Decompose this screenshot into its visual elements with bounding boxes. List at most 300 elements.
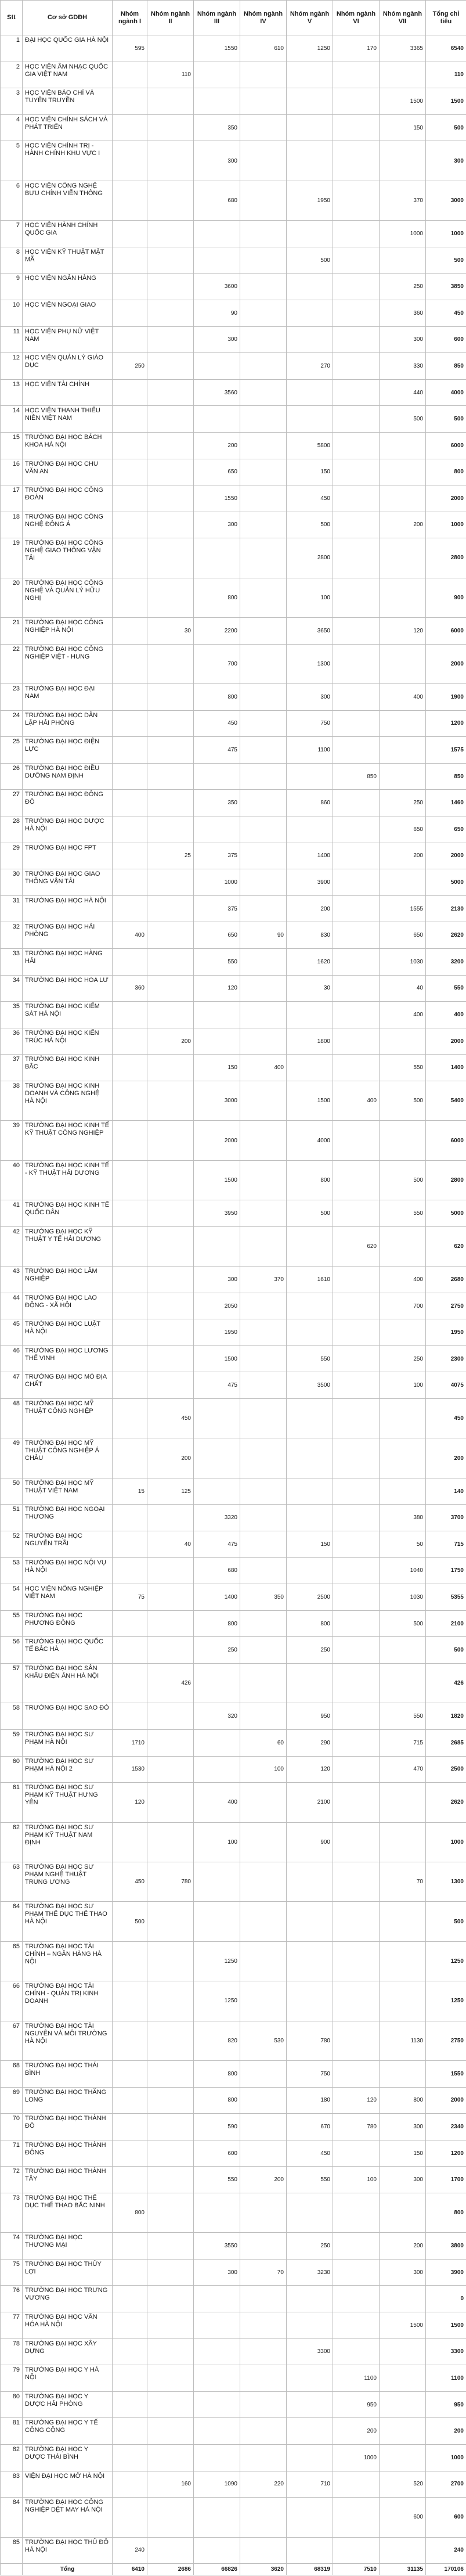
cell-group-1 (113, 1531, 147, 1558)
cell-group-6 (333, 1531, 380, 1558)
cell-group-1: 120 (113, 1783, 147, 1822)
cell-group-6 (333, 2286, 380, 2312)
cell-group-5: 3300 (287, 2338, 333, 2365)
cell-group-7 (380, 2365, 426, 2392)
cell-group-5: 1610 (287, 1267, 333, 1293)
cell-group-6 (333, 300, 380, 326)
cell-group-7: 380 (380, 1505, 426, 1531)
cell-institution-name: TRƯỜNG ĐẠI HỌC Y DƯỢC HẢI PHÒNG (23, 2391, 113, 2418)
cell-total: 2700 (426, 2471, 466, 2498)
footer-blank-cell (1, 2564, 23, 2575)
cell-group-6 (333, 247, 380, 274)
cell-total: 3850 (426, 274, 466, 300)
cell-total: 5400 (426, 1081, 466, 1120)
cell-group-1 (113, 2445, 147, 2471)
cell-group-7 (380, 1399, 426, 1438)
cell-group-1 (113, 843, 147, 869)
table-row (1, 618, 466, 645)
cell-stt: 13 (1, 379, 23, 406)
cell-group-7: 200 (380, 512, 426, 538)
cell-group-6 (333, 1557, 380, 1584)
cell-group-6 (333, 1584, 380, 1611)
cell-stt: 48 (1, 1399, 23, 1438)
cell-group-3 (194, 88, 240, 115)
cell-group-7: 500 (380, 1610, 426, 1637)
cell-group-7 (380, 710, 426, 737)
cell-institution-name: VIỆN ĐẠI HỌC MỞ HÀ NỘI (23, 2471, 113, 2498)
cell-group-4 (240, 869, 287, 896)
cell-total: 1250 (426, 1981, 466, 2021)
cell-group-3: 2200 (194, 618, 240, 645)
cell-group-1 (113, 485, 147, 512)
cell-stt: 77 (1, 2312, 23, 2339)
cell-group-3: 475 (194, 737, 240, 764)
cell-stt: 27 (1, 790, 23, 816)
cell-group-5 (287, 1399, 333, 1438)
cell-group-2 (147, 2338, 194, 2365)
cell-group-1 (113, 221, 147, 247)
cell-total: 1000 (426, 1822, 466, 1862)
cell-group-2 (147, 221, 194, 247)
cell-group-3: 800 (194, 2060, 240, 2087)
cell-institution-name: TRƯỜNG ĐẠI HỌC MỸ THUẬT VIỆT NAM (23, 1478, 113, 1505)
cell-group-3: 800 (194, 2087, 240, 2114)
cell-group-1: 1530 (113, 1756, 147, 1783)
cell-group-5: 500 (287, 247, 333, 274)
cell-group-1 (113, 1941, 147, 1981)
cell-group-2 (147, 922, 194, 949)
cell-group-5: 1250 (287, 35, 333, 62)
cell-total: 4075 (426, 1372, 466, 1399)
cell-institution-name: TRƯỜNG ĐẠI HỌC SƯ PHẠM NGHỆ THUẬT TRUNG ƯƠNG (23, 1862, 113, 1901)
table-row (1, 2167, 466, 2193)
cell-stt: 36 (1, 1028, 23, 1055)
cell-institution-name: TRƯỜNG ĐẠI HỌC CÔNG NGHIỆP DỆT MAY HÀ NỘI (23, 2498, 113, 2537)
cell-group-6 (333, 459, 380, 485)
cell-institution-name: TRƯỜNG ĐẠI HỌC Y TẾ CÔNG CỘNG (23, 2418, 113, 2445)
cell-total: 2000 (426, 843, 466, 869)
cell-group-7: 250 (380, 1345, 426, 1372)
cell-institution-name: TRƯỜNG ĐẠI HỌC ĐIỆN LỰC (23, 737, 113, 764)
cell-group-6: 620 (333, 1226, 380, 1266)
cell-stt: 28 (1, 816, 23, 843)
cell-total: 5000 (426, 1200, 466, 1227)
cell-group-1 (113, 2060, 147, 2087)
table-row (1, 88, 466, 115)
footer-group-4-total: 3620 (240, 2564, 287, 2575)
cell-institution-name: TRƯỜNG ĐẠI HỌC CÔNG NGHỆ GIAO THÔNG VẬN TẢI (23, 538, 113, 578)
cell-institution-name: TRƯỜNG ĐẠI HỌC THỦY LỢI (23, 2259, 113, 2286)
cell-stt: 42 (1, 1226, 23, 1266)
cell-institution-name: TRƯỜNG ĐẠI HỌC VĂN HÓA HÀ NỘI (23, 2312, 113, 2339)
table-row (1, 1610, 466, 1637)
cell-group-6 (333, 2060, 380, 2087)
table-row (1, 922, 466, 949)
footer-group-6-total: 7510 (333, 2564, 380, 2575)
cell-group-3: 1550 (194, 35, 240, 62)
cell-group-4 (240, 1345, 287, 1372)
cell-stt: 68 (1, 2060, 23, 2087)
cell-group-6 (333, 1002, 380, 1028)
cell-group-3: 3550 (194, 2233, 240, 2260)
cell-group-3 (194, 1438, 240, 1478)
cell-stt: 70 (1, 2114, 23, 2140)
cell-group-3 (194, 1226, 240, 1266)
table-row (1, 2021, 466, 2060)
cell-group-3 (194, 221, 240, 247)
cell-stt: 61 (1, 1783, 23, 1822)
cell-group-3: 300 (194, 512, 240, 538)
cell-group-5 (287, 1664, 333, 1703)
cell-group-1 (113, 710, 147, 737)
cell-group-1 (113, 644, 147, 683)
cell-group-5: 500 (287, 1200, 333, 1227)
cell-stt: 33 (1, 948, 23, 975)
cell-group-4 (240, 181, 287, 220)
cell-stt: 59 (1, 1730, 23, 1757)
cell-group-7: 360 (380, 300, 426, 326)
cell-group-2 (147, 1055, 194, 1081)
cell-institution-name: TRƯỜNG ĐẠI HỌC MỎ ĐỊA CHẤT (23, 1372, 113, 1399)
cell-group-1 (113, 1081, 147, 1120)
cell-total: 1000 (426, 512, 466, 538)
cell-institution-name: HỌC VIỆN PHỤ NỮ VIỆT NAM (23, 326, 113, 353)
cell-group-4 (240, 2233, 287, 2260)
cell-group-3 (194, 2537, 240, 2564)
cell-group-5: 250 (287, 2233, 333, 2260)
table-row (1, 1730, 466, 1757)
cell-total: 3700 (426, 1505, 466, 1531)
cell-group-3 (194, 353, 240, 380)
cell-total: 2800 (426, 538, 466, 578)
cell-institution-name: TRƯỜNG ĐẠI HỌC NGOẠI THƯƠNG (23, 1505, 113, 1531)
cell-group-7 (380, 2286, 426, 2312)
cell-group-6: 1000 (333, 2445, 380, 2471)
cell-total: 400 (426, 1002, 466, 1028)
cell-group-1 (113, 512, 147, 538)
cell-group-4 (240, 2365, 287, 2392)
cell-group-3: 3600 (194, 274, 240, 300)
cell-group-6: 1100 (333, 2365, 380, 2392)
cell-group-3: 475 (194, 1531, 240, 1558)
cell-group-5 (287, 2312, 333, 2339)
cell-group-1 (113, 2286, 147, 2312)
cell-group-2 (147, 737, 194, 764)
cell-group-3 (194, 2391, 240, 2418)
cell-institution-name: TRƯỜNG ĐẠI HỌC LÂM NGHIỆP (23, 1267, 113, 1293)
cell-group-7: 330 (380, 353, 426, 380)
cell-group-6 (333, 869, 380, 896)
cell-total: 450 (426, 1399, 466, 1438)
cell-group-5 (287, 1319, 333, 1346)
table-row (1, 2060, 466, 2087)
cell-group-1 (113, 1637, 147, 1664)
cell-group-7: 500 (380, 1081, 426, 1120)
cell-group-6 (333, 578, 380, 617)
cell-group-6 (333, 1121, 380, 1160)
cell-group-6 (333, 1372, 380, 1399)
cell-group-4 (240, 1081, 287, 1120)
cell-group-1 (113, 2365, 147, 2392)
cell-group-3 (194, 406, 240, 433)
table-row (1, 1664, 466, 1703)
cell-institution-name: TRƯỜNG ĐẠI HỌC ĐẠI NAM (23, 684, 113, 711)
cell-stt: 26 (1, 763, 23, 790)
cell-group-4 (240, 1002, 287, 1028)
cell-group-7 (380, 1226, 426, 1266)
table-row (1, 1399, 466, 1438)
table-footer-total-row (1, 2564, 466, 2575)
table-row (1, 684, 466, 711)
cell-group-4 (240, 1664, 287, 1703)
cell-group-1 (113, 141, 147, 181)
cell-group-6 (333, 1756, 380, 1783)
cell-total: 2000 (426, 2087, 466, 2114)
cell-group-5: 100 (287, 578, 333, 617)
table-row (1, 1319, 466, 1346)
cell-group-5: 120 (287, 1756, 333, 1783)
cell-group-5 (287, 1055, 333, 1081)
cell-group-6 (333, 975, 380, 1002)
cell-group-4 (240, 221, 287, 247)
cell-institution-name: TRƯỜNG ĐẠI HỌC SƯ PHẠM THỂ DỤC THỂ THAO HÀ NỘI (23, 1902, 113, 1941)
cell-group-6 (333, 2193, 380, 2232)
cell-group-2: 200 (147, 1438, 194, 1478)
cell-total: 850 (426, 763, 466, 790)
cell-stt: 9 (1, 274, 23, 300)
cell-stt: 65 (1, 1941, 23, 1981)
cell-group-4 (240, 88, 287, 115)
cell-stt: 20 (1, 578, 23, 617)
cell-group-4 (240, 1941, 287, 1981)
cell-institution-name: TRƯỜNG ĐẠI HỌC TRƯNG VƯƠNG (23, 2286, 113, 2312)
cell-stt: 1 (1, 35, 23, 62)
cell-group-1 (113, 1267, 147, 1293)
cell-group-2: 110 (147, 62, 194, 88)
cell-group-6 (333, 1345, 380, 1372)
cell-group-2 (147, 35, 194, 62)
cell-group-3: 3000 (194, 1081, 240, 1120)
cell-group-7 (380, 485, 426, 512)
cell-group-1 (113, 684, 147, 711)
cell-group-1: 360 (113, 975, 147, 1002)
cell-institution-name: TRƯỜNG ĐẠI HỌC CÔNG NGHIỆP HÀ NỘI (23, 618, 113, 645)
cell-group-7: 300 (380, 2114, 426, 2140)
cell-institution-name: TRƯỜNG ĐẠI HỌC NGUYỄN TRÃI (23, 1531, 113, 1558)
footer-group-1-total: 6410 (113, 2564, 147, 2575)
cell-group-6 (333, 895, 380, 922)
cell-group-4 (240, 763, 287, 790)
cell-total: 2000 (426, 1028, 466, 1055)
cell-stt: 66 (1, 1981, 23, 2021)
table-row (1, 1584, 466, 1611)
cell-institution-name: TRƯỜNG ĐẠI HỌC KIẾN TRÚC HÀ NỘI (23, 1028, 113, 1055)
cell-group-7 (380, 737, 426, 764)
table-row (1, 247, 466, 274)
cell-group-4 (240, 2060, 287, 2087)
cell-institution-name: HỌC VIỆN NÔNG NGHIỆP VIỆT NAM (23, 1584, 113, 1611)
cell-group-4 (240, 618, 287, 645)
cell-group-4 (240, 114, 287, 141)
cell-group-5 (287, 1438, 333, 1478)
cell-group-2 (147, 975, 194, 1002)
cell-group-3: 680 (194, 1557, 240, 1584)
cell-group-7 (380, 62, 426, 88)
cell-group-7: 400 (380, 1267, 426, 1293)
cell-total: 600 (426, 326, 466, 353)
cell-group-1 (113, 2114, 147, 2140)
cell-group-1 (113, 538, 147, 578)
cell-group-4 (240, 432, 287, 459)
cell-group-3: 3560 (194, 379, 240, 406)
cell-stt: 35 (1, 1002, 23, 1028)
cell-group-5 (287, 763, 333, 790)
cell-group-6 (333, 2259, 380, 2286)
cell-group-1 (113, 816, 147, 843)
table-row (1, 2140, 466, 2167)
footer-group-3-total: 66826 (194, 2564, 240, 2575)
cell-institution-name: HỌC VIỆN CHÍNH SÁCH VÀ PHÁT TRIỂN (23, 114, 113, 141)
cell-institution-name: TRƯỜNG ĐẠI HỌC LƯƠNG THẾ VINH (23, 1345, 113, 1372)
cell-institution-name: TRƯỜNG ĐẠI HỌC DƯỢC HÀ NỘI (23, 816, 113, 843)
cell-group-2 (147, 2087, 194, 2114)
cell-group-1 (113, 2021, 147, 2060)
cell-group-5: 750 (287, 710, 333, 737)
cell-group-6 (333, 221, 380, 247)
cell-group-7: 520 (380, 2471, 426, 2498)
cell-group-7: 1040 (380, 1557, 426, 1584)
cell-group-6 (333, 1319, 380, 1346)
footer-group-7-total: 31135 (380, 2564, 426, 2575)
header-group-2: Nhóm ngành II (147, 1, 194, 35)
cell-total: 200 (426, 2418, 466, 2445)
cell-group-1 (113, 1055, 147, 1081)
table-row (1, 1345, 466, 1372)
cell-group-4 (240, 1637, 287, 1664)
cell-total: 500 (426, 1902, 466, 1941)
cell-group-6 (333, 88, 380, 115)
cell-group-7 (380, 2418, 426, 2445)
cell-stt: 21 (1, 618, 23, 645)
table-row (1, 1121, 466, 1160)
cell-group-2 (147, 710, 194, 737)
cell-group-1 (113, 1028, 147, 1055)
cell-total: 6000 (426, 618, 466, 645)
cell-group-1 (113, 2167, 147, 2193)
cell-group-2 (147, 1730, 194, 1757)
cell-group-4 (240, 247, 287, 274)
cell-group-1 (113, 1822, 147, 1862)
cell-group-5: 150 (287, 1531, 333, 1558)
table-row (1, 790, 466, 816)
cell-stt: 4 (1, 114, 23, 141)
table-row (1, 2087, 466, 2114)
cell-group-1 (113, 2312, 147, 2339)
cell-group-7 (380, 1664, 426, 1703)
cell-group-2 (147, 1081, 194, 1120)
cell-group-7 (380, 2060, 426, 2087)
cell-group-7 (380, 1478, 426, 1505)
cell-group-1: 800 (113, 2193, 147, 2232)
cell-total: 3000 (426, 181, 466, 220)
cell-group-5: 5800 (287, 432, 333, 459)
cell-group-7 (380, 1783, 426, 1822)
table-row (1, 300, 466, 326)
cell-group-2 (147, 2286, 194, 2312)
cell-stt: 40 (1, 1160, 23, 1200)
cell-group-4 (240, 379, 287, 406)
cell-group-2 (147, 1121, 194, 1160)
cell-stt: 31 (1, 895, 23, 922)
cell-group-7: 440 (380, 379, 426, 406)
cell-group-3: 2050 (194, 1293, 240, 1319)
cell-group-7: 500 (380, 406, 426, 433)
table-row (1, 326, 466, 353)
cell-total: 2620 (426, 1783, 466, 1822)
cell-group-7: 300 (380, 326, 426, 353)
cell-group-7: 200 (380, 843, 426, 869)
cell-group-4 (240, 1981, 287, 2021)
cell-group-4 (240, 684, 287, 711)
cell-group-7 (380, 432, 426, 459)
cell-group-7: 3365 (380, 35, 426, 62)
cell-group-4: 530 (240, 2021, 287, 2060)
cell-group-2 (147, 2021, 194, 2060)
table-row (1, 1372, 466, 1399)
cell-stt: 54 (1, 1584, 23, 1611)
table-row (1, 1703, 466, 1730)
cell-group-7 (380, 538, 426, 578)
cell-group-2 (147, 1783, 194, 1822)
cell-group-7: 650 (380, 922, 426, 949)
cell-group-6 (333, 2233, 380, 2260)
table-row (1, 2193, 466, 2232)
cell-group-4 (240, 1902, 287, 1941)
cell-stt: 7 (1, 221, 23, 247)
cell-group-4 (240, 2087, 287, 2114)
table-row (1, 432, 466, 459)
cell-stt: 72 (1, 2167, 23, 2193)
cell-group-4 (240, 2418, 287, 2445)
cell-group-1 (113, 379, 147, 406)
cell-group-6 (333, 406, 380, 433)
cell-group-2 (147, 379, 194, 406)
cell-group-2 (147, 2445, 194, 2471)
cell-group-6 (333, 1703, 380, 1730)
table-row (1, 538, 466, 578)
cell-group-6 (333, 114, 380, 141)
cell-group-7 (380, 141, 426, 181)
cell-group-2 (147, 2060, 194, 2087)
cell-group-7 (380, 1319, 426, 1346)
cell-stt: 75 (1, 2259, 23, 2286)
cell-group-5: 670 (287, 2114, 333, 2140)
cell-institution-name: TRƯỜNG ĐẠI HỌC XÂY DỰNG (23, 2338, 113, 2365)
cell-institution-name: HỌC VIỆN NGOẠI GIAO (23, 300, 113, 326)
cell-group-7: 800 (380, 2087, 426, 2114)
cell-group-3 (194, 1756, 240, 1783)
cell-group-2 (147, 2140, 194, 2167)
cell-institution-name: TRƯỜNG ĐẠI HỌC QUỐC TẾ BẮC HÀ (23, 1637, 113, 1664)
cell-stt: 30 (1, 869, 23, 896)
cell-group-6 (333, 379, 380, 406)
table-row (1, 2338, 466, 2365)
cell-stt: 39 (1, 1121, 23, 1160)
cell-institution-name: HỌC VIỆN BÁO CHÍ VÀ TUYÊN TRUYỀN (23, 88, 113, 115)
table-row (1, 895, 466, 922)
cell-stt: 24 (1, 710, 23, 737)
cell-group-5 (287, 114, 333, 141)
